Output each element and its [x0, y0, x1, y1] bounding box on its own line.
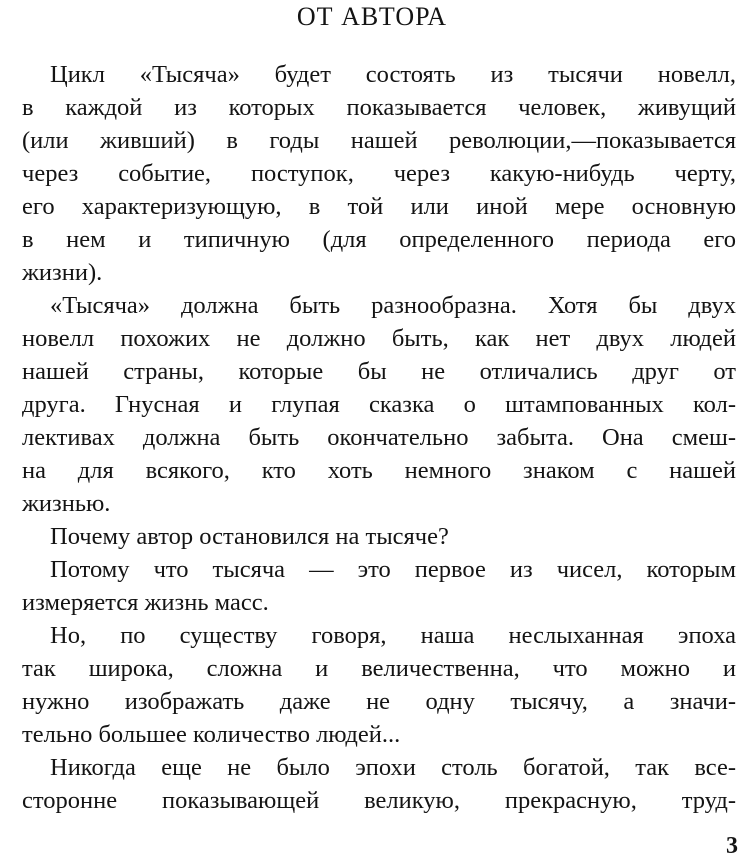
- text-line: нашей страны, которые бы не отличались друг от: [22, 358, 736, 385]
- text-line: жизни).: [22, 259, 103, 286]
- text-line: «Тысяча» должна быть разнообразна. Хотя бы двух: [50, 292, 736, 319]
- text-line: тельно большее количество людей...: [22, 721, 401, 748]
- text-line: лективах должна быть окончательно забыта. Она смеш-: [22, 424, 736, 451]
- text-line: Никогда еще не было эпохи столь богатой, так все-: [50, 754, 736, 781]
- text-line: в нем и типичную (для определенного периода его: [22, 226, 736, 253]
- page-title: ОТ АВТОРА: [296, 2, 448, 31]
- text-line: новелл похожих не должно быть, как нет двух людей: [22, 325, 736, 352]
- text-line: измеряется жизнь масс.: [22, 589, 269, 616]
- text-line: его характеризующую, в той или иной мере основную: [22, 193, 736, 220]
- text-line: через событие, поступок, через какую-нибудь черту,: [22, 160, 736, 187]
- text-line: сторонне показывающей великую, прекрасную, труд-: [22, 787, 736, 814]
- text-line: Потому что тысяча — это первое из чисел, которым: [50, 556, 736, 583]
- text-line: в каждой из которых показывается человек, живущий: [22, 94, 736, 121]
- text-line: (или живший) в годы нашей революции,—показывается: [22, 127, 736, 154]
- text-line: Цикл «Тысяча» будет состоять из тысячи новелл,: [50, 61, 736, 88]
- text-line: на для всякого, кто хоть немного знаком с нашей: [22, 457, 736, 484]
- text-line: жизнью.: [22, 490, 111, 517]
- text-line: так широка, сложна и величественна, что можно и: [22, 655, 736, 682]
- text-line: Но, по существу говоря, наша неслыханная эпоха: [50, 622, 736, 649]
- page-number: 3: [726, 833, 738, 859]
- text-line: друга. Гнусная и глупая сказка о штампованных кол-: [22, 391, 736, 418]
- text-line: Почему автор остановился на тысяче?: [50, 523, 449, 550]
- text-line: нужно изображать даже не одну тысячу, а значи-: [22, 688, 736, 715]
